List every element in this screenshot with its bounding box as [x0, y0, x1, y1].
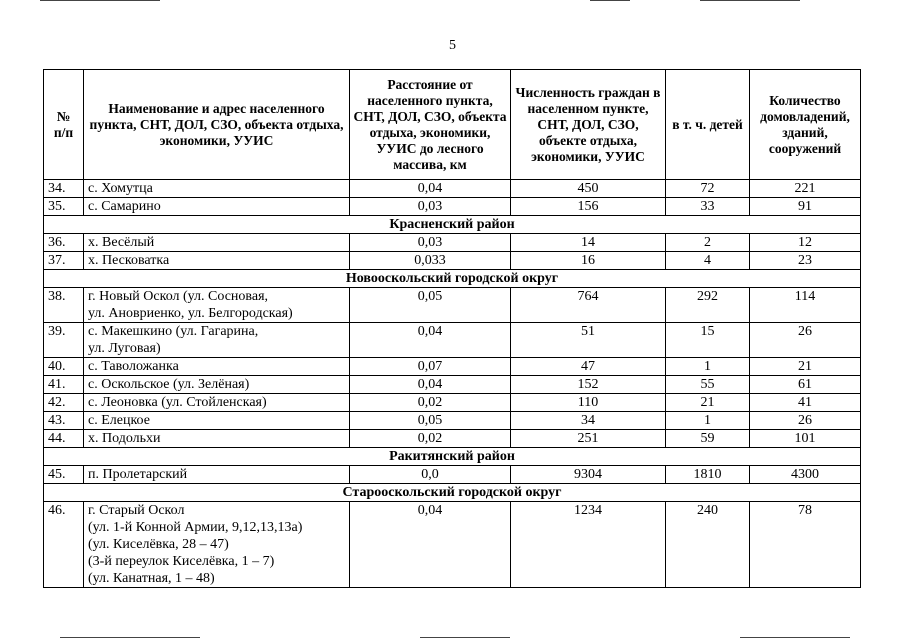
children-value: 33: [666, 198, 750, 216]
col-header-name: Наименование и адрес населенного пункта, СНТ, ДОЛ, СЗО, объекта отдыха, экономики, УУИС: [84, 70, 350, 180]
settlement-name: с. Макешкино (ул. Гагарина, ул. Луговая): [84, 323, 350, 358]
col-header-population: Численность граждан в населенном пункте, СНТ, ДОЛ, СЗО, объекте отдыха, экономики, УУИС: [511, 70, 666, 180]
population-value: 450: [511, 180, 666, 198]
distance-value: 0,04: [350, 180, 511, 198]
children-value: 1: [666, 358, 750, 376]
table-row: [44, 288, 861, 323]
table-row: [44, 412, 861, 430]
row-number: 40.: [44, 358, 84, 376]
distance-value: 0,05: [350, 288, 511, 323]
buildings-value: 101: [750, 430, 861, 448]
population-value: 9304: [511, 466, 666, 484]
buildings-value: 78: [750, 502, 861, 588]
buildings-value: 41: [750, 394, 861, 412]
buildings-value: 91: [750, 198, 861, 216]
col-header-num: № п/п: [44, 70, 84, 180]
row-number: 36.: [44, 234, 84, 252]
distance-value: 0,04: [350, 376, 511, 394]
settlement-name: х. Песковатка: [84, 252, 350, 270]
section-row: [44, 484, 861, 502]
children-value: 1: [666, 412, 750, 430]
row-number: 42.: [44, 394, 84, 412]
col-header-distance: Расстояние от населенного пункта, СНТ, ДОЛ, СЗО, объекта отдыха, экономики, УУИС до лесного массива, км: [350, 70, 511, 180]
population-value: 34: [511, 412, 666, 430]
population-value: 251: [511, 430, 666, 448]
section-title: Новооскольский городской округ: [44, 270, 861, 288]
distance-value: 0,02: [350, 430, 511, 448]
population-value: 152: [511, 376, 666, 394]
buildings-value: 114: [750, 288, 861, 323]
table-row: [44, 376, 861, 394]
row-number: 46.: [44, 502, 84, 588]
buildings-value: 26: [750, 412, 861, 430]
children-value: 15: [666, 323, 750, 358]
children-value: 21: [666, 394, 750, 412]
distance-value: 0,04: [350, 502, 511, 588]
table-row: [44, 430, 861, 448]
row-number: 39.: [44, 323, 84, 358]
distance-value: 0,0: [350, 466, 511, 484]
children-value: 2: [666, 234, 750, 252]
row-number: 38.: [44, 288, 84, 323]
row-number: 34.: [44, 180, 84, 198]
population-value: 156: [511, 198, 666, 216]
row-number: 37.: [44, 252, 84, 270]
section-title: Ракитянский район: [44, 448, 861, 466]
buildings-value: 23: [750, 252, 861, 270]
section-title: Старооскольский городской округ: [44, 484, 861, 502]
table-row: [44, 358, 861, 376]
distance-value: 0,07: [350, 358, 511, 376]
children-value: 72: [666, 180, 750, 198]
scan-edge-bottom: [0, 637, 905, 638]
settlement-name: х. Подольхи: [84, 430, 350, 448]
col-header-buildings: Количество домовладений, зданий, сооружений: [750, 70, 861, 180]
population-value: 51: [511, 323, 666, 358]
settlement-name: с. Леоновка (ул. Стойленская): [84, 394, 350, 412]
col-header-children: в т. ч. детей: [666, 70, 750, 180]
distance-value: 0,03: [350, 198, 511, 216]
buildings-value: 61: [750, 376, 861, 394]
settlement-name: х. Весёлый: [84, 234, 350, 252]
settlement-name: с. Таволожанка: [84, 358, 350, 376]
distance-value: 0,02: [350, 394, 511, 412]
buildings-value: 26: [750, 323, 861, 358]
settlement-name: п. Пролетарский: [84, 466, 350, 484]
children-value: 59: [666, 430, 750, 448]
population-value: 1234: [511, 502, 666, 588]
children-value: 55: [666, 376, 750, 394]
distance-value: 0,03: [350, 234, 511, 252]
buildings-value: 12: [750, 234, 861, 252]
settlement-name: с. Хомутца: [84, 180, 350, 198]
table-row: [44, 466, 861, 484]
row-number: 35.: [44, 198, 84, 216]
header-row: [44, 70, 861, 180]
children-value: 240: [666, 502, 750, 588]
settlement-name: г. Старый Оскол (ул. 1-й Конной Армии, 9,12,13,13а) (ул. Киселёвка, 28 – 47) (3-й переулок Киселёвка, 1 – 7) (ул. Канатная, 1 – 48): [84, 502, 350, 588]
distance-value: 0,05: [350, 412, 511, 430]
table-row: [44, 323, 861, 358]
buildings-value: 221: [750, 180, 861, 198]
population-value: 110: [511, 394, 666, 412]
section-row: [44, 448, 861, 466]
distance-value: 0,033: [350, 252, 511, 270]
settlement-name: с. Елецкое: [84, 412, 350, 430]
population-value: 47: [511, 358, 666, 376]
table-row: [44, 502, 861, 588]
distance-value: 0,04: [350, 323, 511, 358]
row-number: 44.: [44, 430, 84, 448]
children-value: 292: [666, 288, 750, 323]
settlement-name: с. Самарино: [84, 198, 350, 216]
section-row: [44, 216, 861, 234]
row-number: 45.: [44, 466, 84, 484]
population-value: 14: [511, 234, 666, 252]
settlements-table: [43, 69, 861, 588]
row-number: 41.: [44, 376, 84, 394]
buildings-value: 4300: [750, 466, 861, 484]
settlement-name: г. Новый Оскол (ул. Сосновая, ул. Ановриенко, ул. Белгородская): [84, 288, 350, 323]
table-row: [44, 198, 861, 216]
table-row: [44, 252, 861, 270]
children-value: 4: [666, 252, 750, 270]
population-value: 764: [511, 288, 666, 323]
population-value: 16: [511, 252, 666, 270]
table-row: [44, 394, 861, 412]
section-title: Красненский район: [44, 216, 861, 234]
settlement-name: с. Оскольское (ул. Зелёная): [84, 376, 350, 394]
table-row: [44, 180, 861, 198]
children-value: 1810: [666, 466, 750, 484]
section-row: [44, 270, 861, 288]
scan-edge-top: [0, 0, 905, 1]
row-number: 43.: [44, 412, 84, 430]
table-row: [44, 234, 861, 252]
page-number: 5: [449, 38, 456, 53]
buildings-value: 21: [750, 358, 861, 376]
